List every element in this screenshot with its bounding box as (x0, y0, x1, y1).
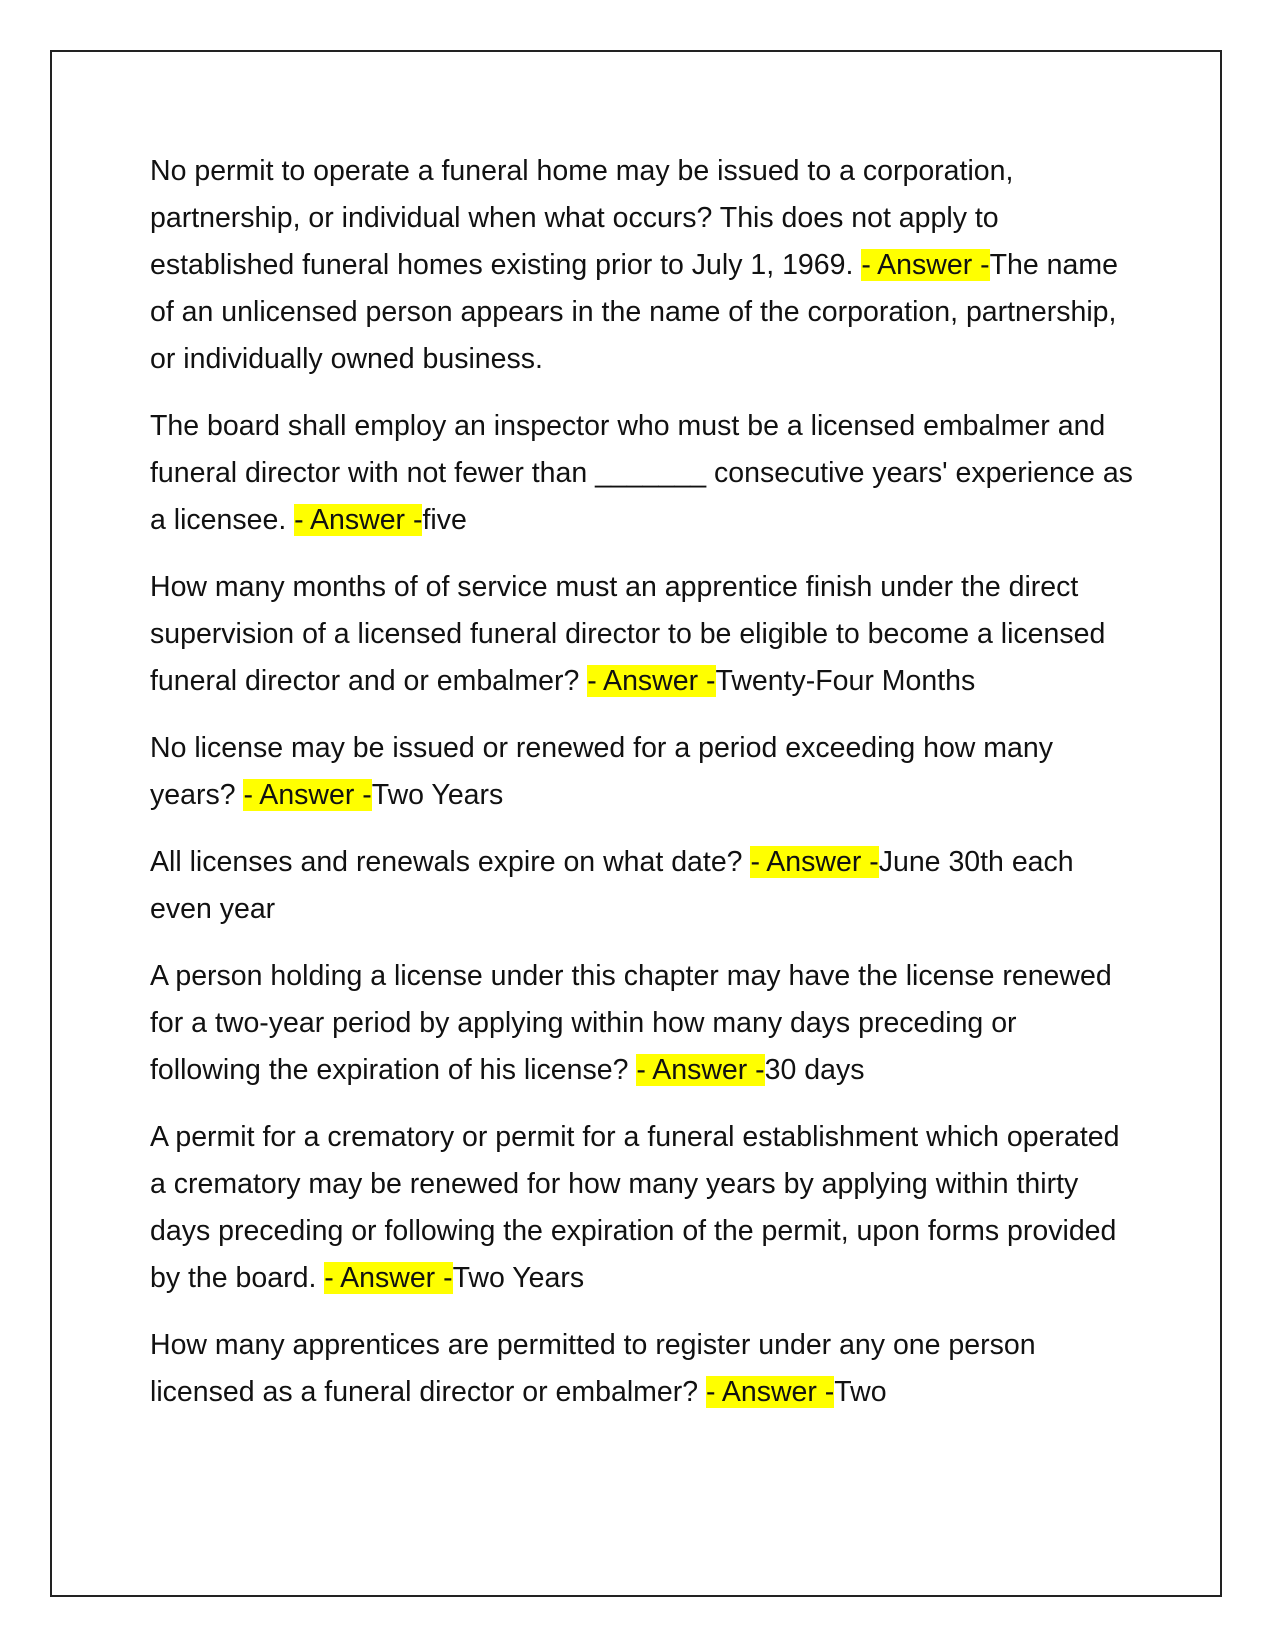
question-text: The board shall employ an inspector who must be a licensed embalmer and funeral director with not fewer than _______ consecutive years' experience as a licensee. (150, 410, 1133, 536)
answer-marker: - Answer - (636, 1054, 765, 1086)
answer-marker: - Answer - (294, 504, 423, 536)
answer-text: Twenty-Four Months (715, 665, 976, 697)
answer-text: Two Years (371, 779, 504, 811)
qa-item (150, 148, 1135, 383)
question-text: All licenses and renewals expire on what date? (150, 846, 751, 878)
qa-item (150, 725, 1135, 819)
qa-item (150, 564, 1135, 705)
answer-text: The name of an unlicensed person appears in the name of the corporation, partnership, or individually owned business. (150, 249, 1118, 375)
answer-text: Two (834, 1376, 887, 1408)
document-body (150, 148, 1135, 1436)
qa-item (150, 839, 1135, 933)
qa-item (150, 1114, 1135, 1302)
answer-marker: - Answer - (243, 779, 372, 811)
answer-marker: - Answer - (706, 1376, 835, 1408)
question-text: How many apprentices are permitted to register under any one person licensed as a funeral director or embalmer? (150, 1329, 1036, 1408)
question-text: A person holding a license under this chapter may have the license renewed for a two-year period by applying within how many days preceding or following the expiration of his license? (150, 960, 1112, 1086)
qa-item (150, 1322, 1135, 1416)
qa-item (150, 403, 1135, 544)
answer-marker: - Answer - (587, 665, 716, 697)
answer-marker: - Answer - (324, 1262, 453, 1294)
answer-text: Two Years (452, 1262, 585, 1294)
question-text: How many months of of service must an apprentice finish under the direct supervision of a licensed funeral director to be eligible to become a licensed funeral director and or embalmer? (150, 571, 1106, 697)
answer-text: June 30th each even year (150, 846, 1074, 925)
question-text: A permit for a crematory or permit for a funeral establishment which operated a crematory may be renewed for how many years by applying within thirty days preceding or following the expiration of the permit, upon forms provided by the board. (150, 1121, 1120, 1294)
answer-marker: - Answer - (750, 846, 879, 878)
question-text: No permit to operate a funeral home may be issued to a corporation, partnership, or individual when what occurs? This does not apply to established funeral homes existing prior to July 1, 1969. (150, 155, 1014, 281)
qa-item (150, 953, 1135, 1094)
answer-text: five (422, 504, 467, 536)
answer-text: 30 days (764, 1054, 865, 1086)
question-text: No license may be issued or renewed for a period exceeding how many years? (150, 732, 1053, 811)
answer-marker: - Answer - (861, 249, 990, 281)
